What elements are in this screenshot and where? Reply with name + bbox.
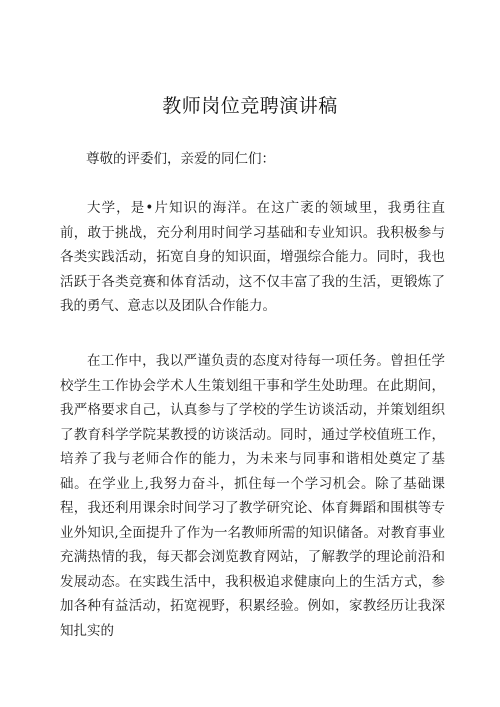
paragraph-1: 大学，是•片知识的海洋。在这广袤的领域里，我勇往直前，敢于挑战，充分利用时间学习基础和专业知识。我积极参与各类实践活动，拓宽自身的知识面，增强综合能力。同时，我也活跃于各类竞赛和体育活动，这不仅丰富了我的生活，更锻炼了我的勇气、意志以及团队合作能力。 — [60, 200, 445, 314]
paragraph-2: 在工作中，我以严谨负责的态度对待每一项任务。曾担任学校学生工作协会学术人生策划组干事和学生处助理。在此期间，我严格要求自己，认真参与了学校的学生访谈活动，并策划组织了教育科学学院某教授的访谈活动。同时，通过学校值班工作，培养了我与老师合作的能力，为未来与同事和谐相处奠定了基础。在学业上,我努力奋斗，抓住每一个学习机会。除了基础课程，我还利用课余时间学习了教学研究论、体育舞蹈和围棋等专业外知识,全面提升了作为一名教师所需的知识储备。对教育事业充满热情的我，每天都会浏览教育网站，了解教学的理论前沿和发展动态。在实践生活中，我积极追求健康向上的生活方式，参加各种有益活动，拓宽视野，积累经验。例如，家教经历让我深知扎实的 — [60, 353, 445, 639]
greeting-line: 尊敬的评委们，亲爱的同仁们： — [86, 151, 275, 167]
document-title: 教师岗位竞聘演讲稿 — [162, 95, 338, 117]
